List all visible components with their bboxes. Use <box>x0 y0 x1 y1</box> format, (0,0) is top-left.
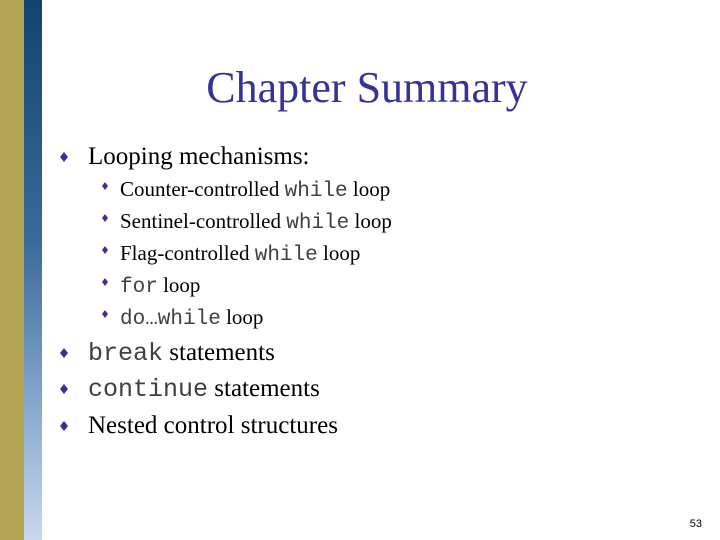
sub-item-for-loop <box>120 272 200 301</box>
sub-item-suffix: loop <box>220 305 264 329</box>
sub-item-suffix: loop <box>347 177 391 201</box>
bullet-suffix: statements <box>208 375 320 402</box>
bullet-looping-mechanisms <box>88 142 310 172</box>
sub-item-suffix: loop <box>317 241 361 265</box>
bullet-label: Nested control structures <box>88 412 338 439</box>
bullet-label: Looping mechanisms: <box>88 143 310 170</box>
sub-item-suffix: loop <box>157 273 201 297</box>
sub-item-sentinel-controlled <box>120 208 392 237</box>
code-keyword: do…while <box>120 308 221 331</box>
bullet-nested-control-structures <box>88 411 338 441</box>
sub-item-text: Flag-controlled <box>120 241 255 265</box>
bullet-suffix: statements <box>163 339 275 366</box>
slide-title: Chapter Summary <box>206 63 528 112</box>
code-keyword: while <box>254 244 318 267</box>
sub-item-do-while-loop <box>120 304 263 333</box>
sub-item-counter-controlled <box>120 176 390 205</box>
bullet-break-statements <box>88 338 275 369</box>
page-number: 53 <box>689 518 702 530</box>
code-keyword: break <box>88 339 164 368</box>
sub-item-text: Counter-controlled <box>120 177 285 201</box>
sub-item-text: Sentinel-controlled <box>120 209 287 233</box>
sub-item-suffix: loop <box>349 209 392 233</box>
code-keyword: while <box>286 212 350 235</box>
sub-item-flag-controlled <box>120 240 360 269</box>
bullet-continue-statements <box>88 374 320 405</box>
left-decorative-band-olive <box>0 0 24 540</box>
left-decorative-band-navy <box>24 0 42 540</box>
code-keyword: while <box>284 180 348 203</box>
code-keyword: for <box>120 276 158 299</box>
code-keyword: continue <box>88 375 209 404</box>
